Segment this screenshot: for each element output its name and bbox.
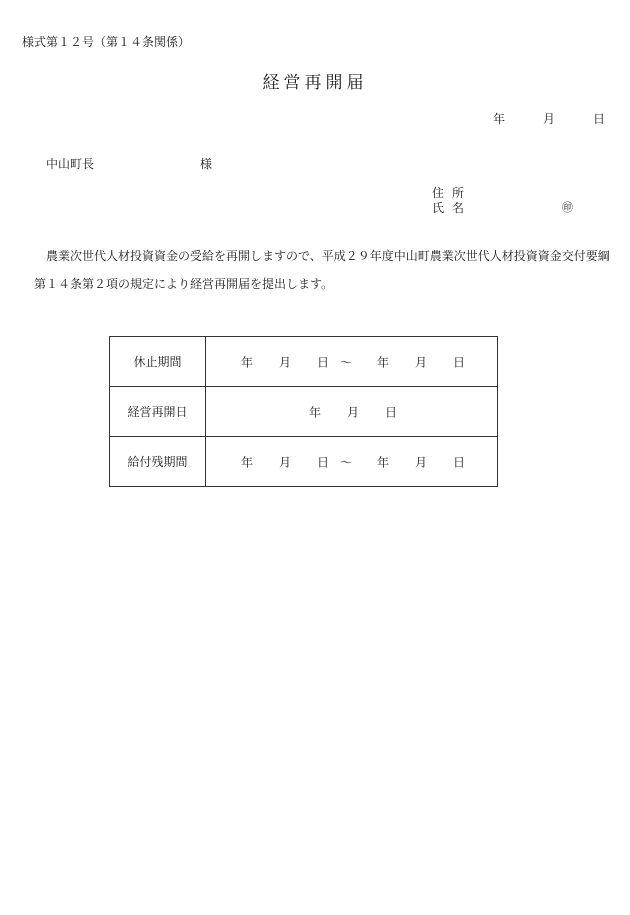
date-month-label: 月 bbox=[543, 112, 556, 126]
from-year-label: 年 bbox=[241, 355, 254, 369]
row-label-resumption-date: 経営再開日 bbox=[110, 387, 206, 437]
info-table bbox=[109, 336, 498, 487]
honorific: 様 bbox=[200, 157, 213, 171]
resumption-date-value bbox=[206, 387, 498, 437]
body-text-line-1: 農業次世代人材投資資金の受給を再開しますので、平成２９年度中山町農業次世代人材投資資金交付要綱 bbox=[46, 249, 610, 263]
range-separator: ～ bbox=[340, 455, 353, 469]
to-year-label: 年 bbox=[377, 355, 390, 369]
from-month-label: 月 bbox=[279, 455, 292, 469]
row-label-suspension-period: 休止期間 bbox=[110, 337, 206, 387]
resumption-month-label: 月 bbox=[347, 405, 360, 419]
from-day-label: 日 bbox=[317, 355, 330, 369]
date-year-label: 年 bbox=[493, 112, 506, 126]
to-year-label: 年 bbox=[377, 455, 390, 469]
document-title: 経営再開届 bbox=[262, 73, 368, 93]
body-text-line-2: 第１４条第２項の規定により経営再開届を提出します。 bbox=[34, 277, 334, 291]
from-day-label: 日 bbox=[317, 455, 330, 469]
date-day-label: 日 bbox=[593, 112, 606, 126]
table-row-resumption-date bbox=[110, 387, 498, 437]
from-month-label: 月 bbox=[279, 355, 292, 369]
table-row-suspension-period bbox=[110, 337, 498, 387]
row-label-remaining-period: 給付残期間 bbox=[110, 437, 206, 487]
to-month-label: 月 bbox=[415, 455, 428, 469]
to-day-label: 日 bbox=[453, 455, 466, 469]
range-separator: ～ bbox=[340, 355, 353, 369]
from-year-label: 年 bbox=[241, 455, 254, 469]
to-day-label: 日 bbox=[453, 355, 466, 369]
resumption-year-label: 年 bbox=[309, 405, 322, 419]
form-number: 様式第１２号（第１４条関係） bbox=[22, 35, 191, 49]
remaining-period-value bbox=[206, 437, 498, 487]
resumption-day-label: 日 bbox=[385, 405, 398, 419]
address-label: 住所 bbox=[432, 186, 473, 200]
seal-mark: ㊞ bbox=[562, 201, 573, 214]
name-label: 氏名 bbox=[432, 201, 473, 215]
addressee: 中山町長 bbox=[46, 157, 95, 171]
suspension-period-value bbox=[206, 337, 498, 387]
to-month-label: 月 bbox=[415, 355, 428, 369]
table-row-remaining-period bbox=[110, 437, 498, 487]
